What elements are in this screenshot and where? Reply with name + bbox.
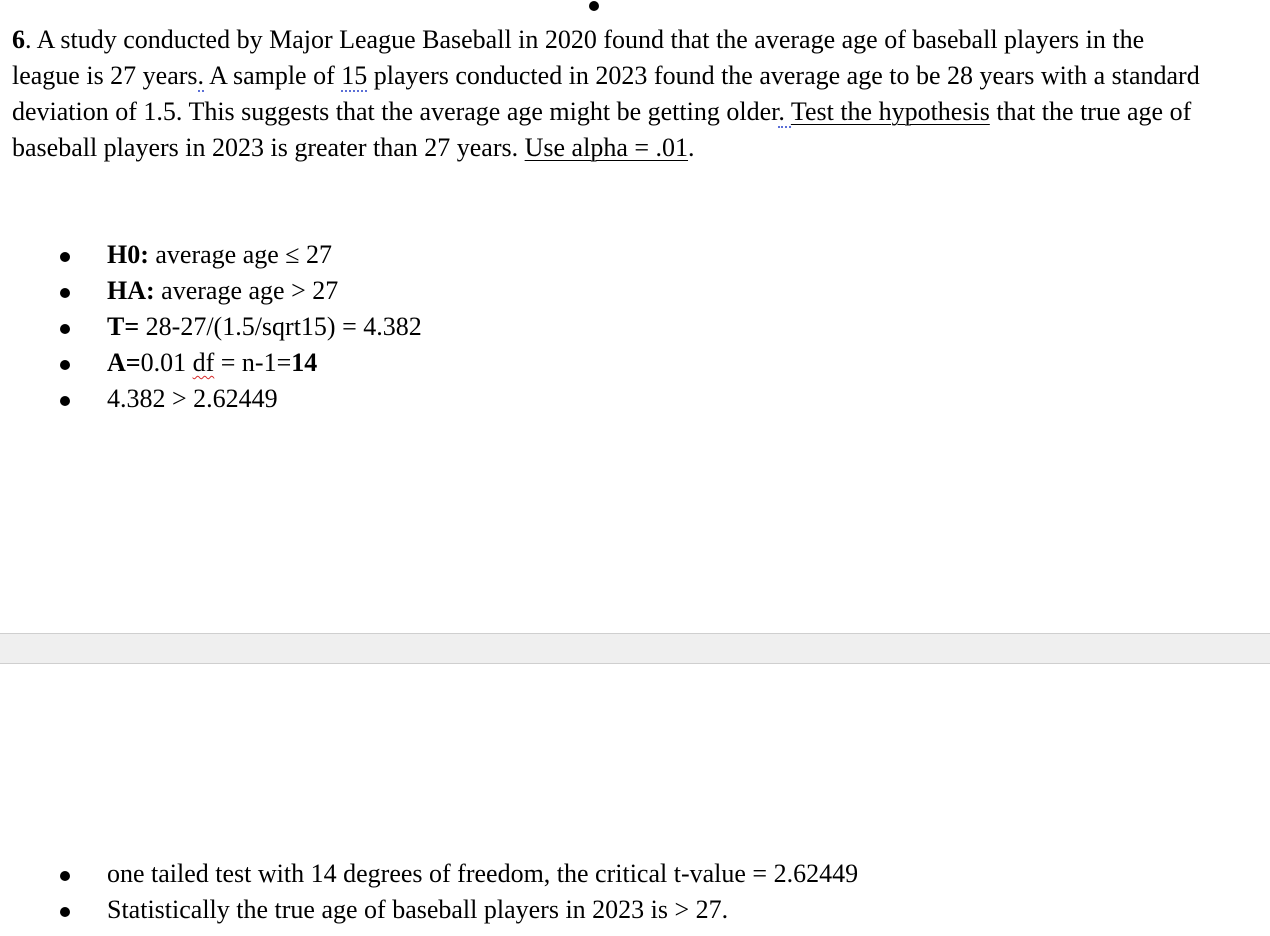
list-item bbox=[0, 856, 858, 892]
question-text: . bbox=[688, 133, 695, 162]
list-item bbox=[0, 273, 422, 309]
question-text: players conducted in 2023 found the average age to be 28 years with a standard deviation of 1.5. This suggests that the average age might be getting older bbox=[12, 61, 1200, 126]
value: one tailed test with 14 degrees of freedom, the critical t-value = 2.62449 bbox=[107, 859, 859, 888]
value: average age > 27 bbox=[154, 276, 339, 305]
question-number: 6 bbox=[12, 25, 25, 54]
answer-list bbox=[0, 237, 422, 417]
conclusion-list bbox=[0, 856, 858, 928]
value: 4.382 > 2.62449 bbox=[107, 384, 278, 413]
label: T= bbox=[107, 312, 140, 341]
question-paragraph bbox=[12, 22, 1212, 166]
label: H0: bbox=[107, 240, 149, 269]
spelling-mark: df bbox=[192, 348, 215, 377]
grammar-mark: . bbox=[197, 61, 205, 90]
question-text: . A study conducted by Major League Baseball in 2020 found that the average age of baseball players in the league is 27 years bbox=[12, 25, 1145, 90]
grammar-mark-sample: 15 bbox=[341, 61, 368, 90]
value: average age ≤ 27 bbox=[148, 240, 333, 269]
list-item bbox=[0, 309, 422, 345]
question-text: A sample of bbox=[204, 61, 342, 90]
label: A= bbox=[107, 348, 141, 377]
underlined-instruction: Test the hypothesis bbox=[790, 97, 990, 126]
underlined-alpha: Use alpha = .01 bbox=[524, 133, 689, 162]
list-item bbox=[0, 237, 422, 273]
list-item bbox=[0, 892, 858, 928]
value-bold: 14 bbox=[291, 348, 318, 377]
list-item bbox=[0, 345, 422, 381]
value: Statistically the true age of baseball players in 2023 is > 27. bbox=[107, 895, 729, 924]
list-item bbox=[0, 381, 422, 417]
label: HA: bbox=[107, 276, 155, 305]
value: 0.01 bbox=[140, 348, 193, 377]
question-text: that the true age of baseball players in 2023 is greater than 27 years. bbox=[12, 97, 1192, 162]
value: = n-1= bbox=[214, 348, 292, 377]
grammar-mark: . bbox=[778, 97, 791, 126]
page-break bbox=[0, 633, 1270, 664]
value: 28-27/(1.5/sqrt15) = 4.382 bbox=[139, 312, 422, 341]
bullet-dot-remnant bbox=[589, 1, 599, 11]
